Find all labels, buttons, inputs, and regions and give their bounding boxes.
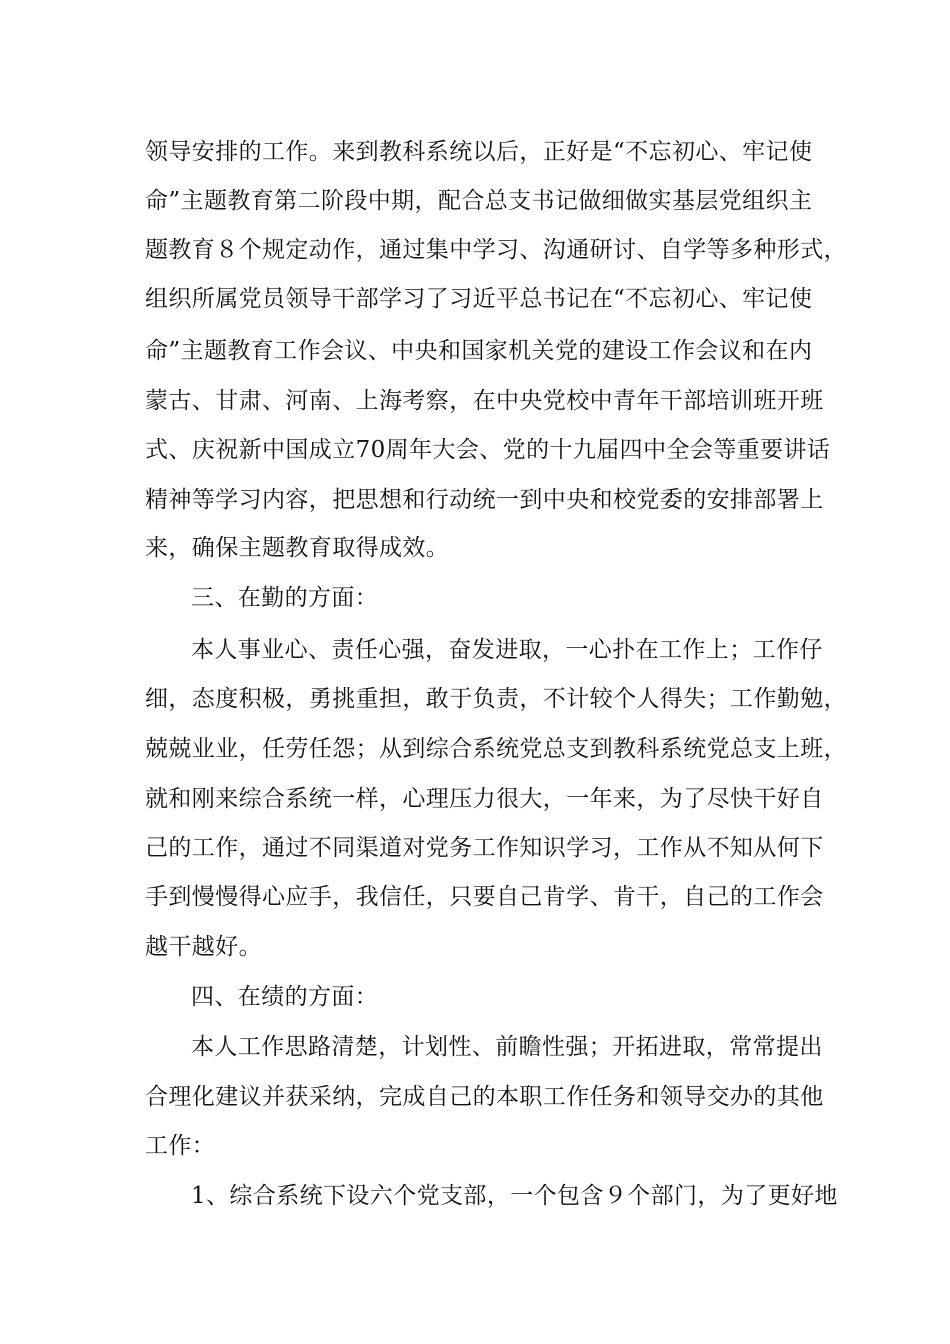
text-line: 本人工作思路清楚，计划性、前瞻性强；开拓进取，常常提出 bbox=[191, 1034, 823, 1060]
text-line: 蒙古、甘肃、河南、上海考察，在中央党校中青年干部培训班开班 bbox=[145, 388, 824, 414]
text-line: 组织所属党员领导干部学习了习近平总书记在“不忘初心、牢记使 bbox=[145, 286, 813, 312]
text-line: 题教育８个规定动作，通过集中学习、沟通研讨、自学等多种形式， bbox=[145, 237, 847, 263]
text-line: 来，确保主题教育取得成效。 bbox=[145, 535, 450, 561]
text-line: 手到慢慢得心应手，我信任，只要自己肯学、肯干，自己的工作会 bbox=[145, 884, 824, 910]
text-line: 精神等学习内容，把思想和行动统一到中央和校党委的安排部署上 bbox=[145, 487, 824, 513]
text-line: 1、综合系统下设六个党支部，一个包含９个部门，为了更好地 bbox=[191, 1183, 838, 1209]
section-heading: 三、在勤的方面： bbox=[191, 585, 379, 611]
text-line: 命”主题教育工作会议、中央和国家机关党的建设工作会议和在内 bbox=[145, 338, 813, 364]
section-heading: 四、在绩的方面： bbox=[191, 984, 379, 1010]
text-line: 工作： bbox=[145, 1133, 216, 1159]
text-line: 本人事业心、责任心强，奋发进取，一心扑在工作上；工作仔 bbox=[191, 637, 823, 663]
text-line: 命”主题教育第二阶段中期，配合总支书记做细做实基层党组织主 bbox=[145, 188, 813, 214]
text-line: 越干越好。 bbox=[145, 934, 262, 960]
text-line: 就和刚来综合系统一样，心理压力很大，一年来，为了尽快干好自 bbox=[145, 786, 824, 812]
text-line: 合理化建议并获采纳，完成自己的本职工作任务和领导交办的其他 bbox=[145, 1084, 824, 1110]
text-line: 细，态度积极，勇挑重担，敢于负责，不计较个人得失；工作勤勉， bbox=[145, 686, 847, 712]
text-line: 式、庆祝新中国成立70周年大会、党的十九届四中全会等重要讲话 bbox=[145, 437, 831, 463]
text-line: 兢兢业业，任劳任怨；从到综合系统党总支到教科系统党总支上班， bbox=[145, 736, 847, 762]
text-line: 己的工作，通过不同渠道对党务工作知识学习，工作从不知从何下 bbox=[145, 835, 824, 861]
text-line: 领导安排的工作。来到教科系统以后，正好是“不忘初心、牢记使 bbox=[145, 139, 813, 165]
